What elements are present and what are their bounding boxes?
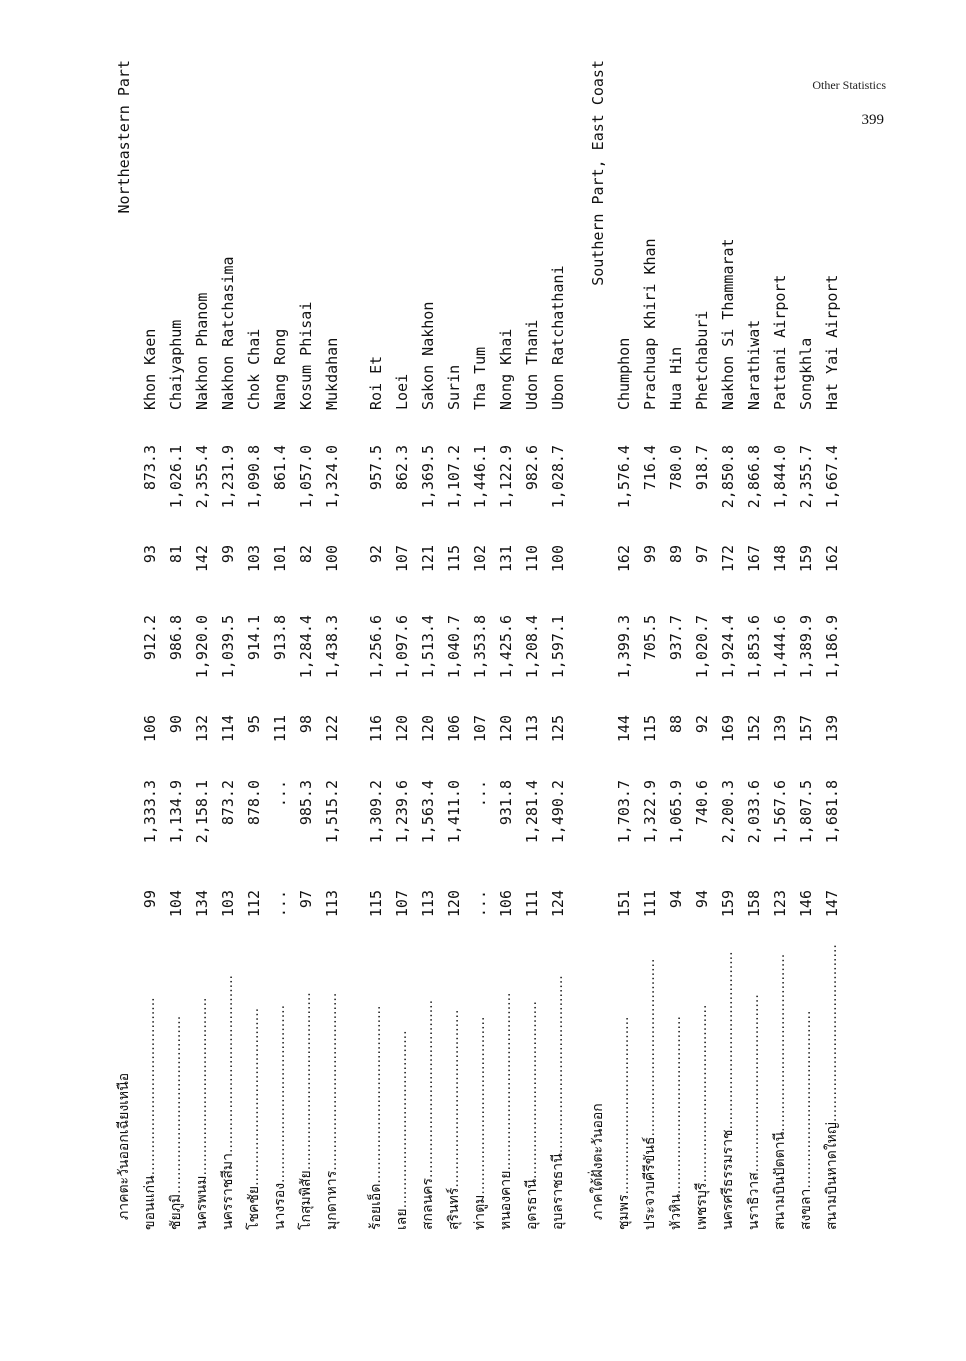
- station-name-thai-text: ชุมพร: [616, 1194, 632, 1230]
- value-c2: ...: [471, 780, 489, 808]
- table-row: [190, 50, 215, 1230]
- station-name-thai: [742, 925, 767, 1230]
- leader-dots: ........................................: [272, 1004, 288, 1183]
- value-c4: 1,256.6: [367, 615, 385, 679]
- table-row: [390, 50, 415, 1230]
- value-c6: 918.7: [693, 445, 711, 491]
- value-c2: 1,333.3: [141, 780, 159, 844]
- value-c2: 931.8: [497, 780, 515, 826]
- value-c2: 1,490.2: [549, 780, 567, 844]
- leader-dots: ........................................: [772, 953, 788, 1132]
- value-c5: 97: [693, 545, 711, 564]
- value-c5: 102: [471, 545, 489, 573]
- station-name-thai: [612, 925, 637, 1230]
- value-c1: 123: [771, 890, 789, 918]
- value-c5: 103: [245, 545, 263, 573]
- table-row: [768, 50, 793, 1230]
- leader-dots: ........................................: [616, 1016, 632, 1195]
- value-c3: 122: [323, 715, 341, 743]
- value-c2: 740.6: [693, 780, 711, 826]
- value-c4: 1,020.7: [693, 615, 711, 679]
- value-c2: ...: [271, 780, 289, 808]
- station-name-thai-text: ขอนแก่น: [142, 1175, 158, 1230]
- value-c2: 1,703.7: [615, 780, 633, 844]
- leader-dots: ........................................: [550, 975, 566, 1154]
- value-c1: 112: [245, 890, 263, 918]
- station-name-english: Roi Et: [367, 355, 385, 410]
- value-c3: 115: [641, 715, 659, 743]
- value-c5: 81: [167, 545, 185, 564]
- leader-dots: ........................................: [524, 1000, 540, 1179]
- table-row: [442, 50, 467, 1230]
- leader-dots: ........................................: [720, 951, 736, 1130]
- value-c2: 1,309.2: [367, 780, 385, 844]
- value-c2: 1,134.9: [167, 780, 185, 844]
- value-c3: 120: [497, 715, 515, 743]
- value-c6: 2,850.8: [719, 445, 737, 509]
- value-c1: 159: [719, 890, 737, 918]
- leader-dots: ........................................: [394, 1030, 410, 1209]
- value-c6: 1,446.1: [471, 445, 489, 509]
- value-c3: 125: [549, 715, 567, 743]
- station-name-thai-text: เพชรบุรี: [694, 1182, 710, 1230]
- value-c4: 1,097.6: [393, 615, 411, 679]
- value-c2: 1,515.2: [323, 780, 341, 844]
- station-name-thai: [320, 925, 345, 1230]
- value-c3: 95: [245, 715, 263, 734]
- table-row: [638, 50, 663, 1230]
- value-c2: 1,322.9: [641, 780, 659, 844]
- value-c3: 144: [615, 715, 633, 743]
- value-c6: 861.4: [271, 445, 289, 491]
- value-c1: 99: [141, 890, 159, 909]
- value-c3: 106: [445, 715, 463, 743]
- value-c5: 100: [323, 545, 341, 573]
- value-c2: 985.3: [297, 780, 315, 826]
- station-name-thai: [494, 925, 519, 1230]
- value-c1: 115: [367, 890, 385, 918]
- value-c5: 89: [667, 545, 685, 564]
- value-c4: 1,853.6: [745, 615, 763, 679]
- value-c1: 104: [167, 890, 185, 918]
- station-name-thai: [546, 925, 571, 1230]
- station-name-thai-text: สนามบินหาดใหญ่: [824, 1122, 840, 1230]
- value-c2: 1,563.4: [419, 780, 437, 844]
- table-row: [742, 50, 767, 1230]
- value-c3: 107: [471, 715, 489, 743]
- value-c1: 94: [693, 890, 711, 909]
- rainfall-table: [112, 50, 872, 1230]
- station-name-english: Nakhon Ratchasima: [219, 256, 237, 410]
- leader-dots: ........................................: [298, 992, 314, 1171]
- value-c1: ...: [271, 890, 289, 918]
- value-c1: 147: [823, 890, 841, 918]
- leader-dots: ........................................: [668, 1016, 684, 1195]
- station-name-english: Phetchaburi: [693, 310, 711, 410]
- station-name-thai-text: โชคชัย: [246, 1185, 262, 1230]
- station-name-thai: [268, 925, 293, 1230]
- station-name-english: Hua Hin: [667, 346, 685, 410]
- value-c2: 2,033.6: [745, 780, 763, 844]
- value-c6: 873.3: [141, 445, 159, 491]
- value-c4: 1,039.5: [219, 615, 237, 679]
- station-name-thai: [716, 925, 741, 1230]
- station-name-thai-text: นางรอง: [272, 1182, 288, 1230]
- station-name-thai: [242, 925, 267, 1230]
- value-c6: 780.0: [667, 445, 685, 491]
- table-row: [468, 50, 493, 1230]
- value-c5: 82: [297, 545, 315, 564]
- station-name-english: Nakhon Si Thammarat: [719, 238, 737, 410]
- table-row: [664, 50, 689, 1230]
- value-c5: 93: [141, 545, 159, 564]
- leader-dots: ........................................: [472, 1016, 488, 1195]
- value-c1: 146: [797, 890, 815, 918]
- value-c1: 94: [667, 890, 685, 909]
- table-row: [716, 50, 741, 1230]
- table-row: [242, 50, 267, 1230]
- leader-dots: ........................................: [420, 999, 436, 1178]
- station-name-thai-text: นครศรีธรรมราช: [720, 1129, 736, 1230]
- leader-dots: ........................................: [824, 944, 840, 1123]
- value-c6: 1,026.1: [167, 445, 185, 509]
- station-name-thai: [390, 925, 415, 1230]
- value-c6: 1,324.0: [323, 445, 341, 509]
- value-c3: 106: [141, 715, 159, 743]
- value-c1: 107: [393, 890, 411, 918]
- table-row: [294, 50, 319, 1230]
- station-name-thai: [794, 925, 819, 1230]
- station-name-thai: [138, 925, 163, 1230]
- value-c2: 1,411.0: [445, 780, 463, 844]
- value-c4: 1,208.4: [523, 615, 541, 679]
- value-c3: 113: [523, 715, 541, 743]
- value-c6: 1,107.2: [445, 445, 463, 509]
- section-heading-row: [112, 50, 137, 1230]
- value-c1: 124: [549, 890, 567, 918]
- value-c1: 103: [219, 890, 237, 918]
- station-name-thai-text: นราธิวาส: [746, 1172, 762, 1230]
- leader-dots: ........................................: [368, 1005, 384, 1184]
- value-c4: 1,399.3: [615, 615, 633, 679]
- section-heading-row: [586, 50, 611, 1230]
- station-name-thai-text: ท่าตูม: [472, 1194, 488, 1230]
- station-name-english: Hat Yai Airport: [823, 274, 841, 410]
- value-c3: 139: [823, 715, 841, 743]
- value-c2: 873.2: [219, 780, 237, 826]
- value-c6: 2,866.8: [745, 445, 763, 509]
- value-c4: 1,353.8: [471, 615, 489, 679]
- value-c3: 132: [193, 715, 211, 743]
- value-c6: 862.3: [393, 445, 411, 491]
- leader-dots: ........................................: [324, 992, 340, 1171]
- station-name-thai-text: หัวหิน: [668, 1194, 684, 1230]
- value-c3: 114: [219, 715, 237, 743]
- station-name-thai-text: สุรินทร์: [446, 1187, 462, 1230]
- station-name-thai-text: ชัยภูมิ: [168, 1193, 184, 1230]
- value-c5: 159: [797, 545, 815, 573]
- value-c4: 1,389.9: [797, 615, 815, 679]
- value-c5: 162: [823, 545, 841, 573]
- station-name-thai-text: สกลนคร: [420, 1177, 436, 1230]
- value-c1: 106: [497, 890, 515, 918]
- leader-dots: ........................................: [798, 1010, 814, 1189]
- station-name-thai-text: ประจวบคีรีขันธ์: [642, 1136, 658, 1230]
- station-name-english: Narathiwat: [745, 319, 763, 410]
- station-name-english: Prachuap Khiri Khan: [641, 238, 659, 410]
- leader-dots: ........................................: [246, 1007, 262, 1186]
- station-name-english: Nang Rong: [271, 328, 289, 410]
- station-name-english: Tha Tum: [471, 346, 489, 410]
- table-row: [546, 50, 571, 1230]
- station-name-thai: [520, 925, 545, 1230]
- leader-dots: ........................................: [168, 1015, 184, 1194]
- value-c2: 878.0: [245, 780, 263, 826]
- leader-dots: ........................................: [220, 975, 236, 1154]
- station-name-thai: [364, 925, 389, 1230]
- value-c5: 121: [419, 545, 437, 573]
- value-c4: 1,425.6: [497, 615, 515, 679]
- table-row: [520, 50, 545, 1230]
- station-name-thai: [690, 925, 715, 1230]
- table-row: [416, 50, 441, 1230]
- value-c4: 1,513.4: [419, 615, 437, 679]
- value-c5: 107: [393, 545, 411, 573]
- value-c3: 169: [719, 715, 737, 743]
- station-name-english: Chok Chai: [245, 328, 263, 410]
- value-c4: 1,186.9: [823, 615, 841, 679]
- station-name-thai-text: สนามบินปัตตานี: [772, 1131, 788, 1230]
- value-c6: 716.4: [641, 445, 659, 491]
- leader-dots: ........................................: [642, 958, 658, 1137]
- station-name-thai-text: สงขลา: [798, 1188, 814, 1230]
- station-name-english: Chumphon: [615, 337, 633, 410]
- station-name-thai-text: มุกดาหาร: [324, 1170, 340, 1230]
- value-c4: 705.5: [641, 615, 659, 661]
- value-c6: 1,667.4: [823, 445, 841, 509]
- value-c5: 167: [745, 545, 763, 573]
- table-row: [794, 50, 819, 1230]
- value-c3: 157: [797, 715, 815, 743]
- table-row: [164, 50, 189, 1230]
- section-heading-thai: ภาคใต้ฝั่งตะวันออก: [590, 1103, 606, 1220]
- station-name-thai-text: เลย: [394, 1208, 410, 1230]
- value-c5: 100: [549, 545, 567, 573]
- station-name-thai: [416, 925, 441, 1230]
- value-c3: 120: [419, 715, 437, 743]
- station-name-thai: [768, 925, 793, 1230]
- value-c3: 116: [367, 715, 385, 743]
- value-c4: 1,597.1: [549, 615, 567, 679]
- value-c1: 111: [641, 890, 659, 918]
- table-row: [612, 50, 637, 1230]
- station-name-english: Surin: [445, 364, 463, 410]
- value-c4: 986.8: [167, 615, 185, 661]
- value-c3: 92: [693, 715, 711, 734]
- table-row: [268, 50, 293, 1230]
- station-name-thai-text: อุดรธานี: [524, 1179, 540, 1230]
- value-c1: 113: [323, 890, 341, 918]
- leader-dots: ........................................: [142, 997, 158, 1176]
- value-c4: 914.1: [245, 615, 263, 661]
- value-c4: 1,040.7: [445, 615, 463, 679]
- leader-dots: ........................................: [694, 1004, 710, 1183]
- station-name-english: Nong Khai: [497, 328, 515, 410]
- value-c3: 90: [167, 715, 185, 734]
- value-c3: 139: [771, 715, 789, 743]
- value-c6: 2,355.7: [797, 445, 815, 509]
- value-c2: 1,239.6: [393, 780, 411, 844]
- section-heading-english: Southern Part, East Coast: [589, 60, 607, 286]
- station-name-english: Loei: [393, 373, 411, 410]
- running-header: Other Statistics: [812, 78, 886, 92]
- value-c2: 1,567.6: [771, 780, 789, 844]
- value-c6: 982.6: [523, 445, 541, 491]
- station-name-thai: [664, 925, 689, 1230]
- station-name-english: Udon Thani: [523, 319, 541, 410]
- value-c5: 99: [219, 545, 237, 564]
- page-number: 399: [861, 112, 884, 128]
- value-c3: 111: [271, 715, 289, 743]
- value-c4: 937.7: [667, 615, 685, 661]
- value-c4: 1,438.3: [323, 615, 341, 679]
- value-c6: 957.5: [367, 445, 385, 491]
- station-name-english: Nakhon Phanom: [193, 292, 211, 410]
- station-name-thai-text: อุบลราชธานี: [550, 1153, 566, 1230]
- value-c6: 1,576.4: [615, 445, 633, 509]
- value-c2: 2,158.1: [193, 780, 211, 844]
- station-name-english: Ubon Ratchathani: [549, 265, 567, 410]
- value-c6: 1,057.0: [297, 445, 315, 509]
- value-c4: 1,284.4: [297, 615, 315, 679]
- value-c1: 158: [745, 890, 763, 918]
- station-name-thai-text: โกสุมพิสัย: [298, 1170, 314, 1230]
- leader-dots: ........................................: [746, 994, 762, 1173]
- station-name-english: Chaiyaphum: [167, 319, 185, 410]
- value-c6: 1,122.9: [497, 445, 515, 509]
- value-c5: 110: [523, 545, 541, 573]
- value-c1: 134: [193, 890, 211, 918]
- leader-dots: ........................................: [498, 992, 514, 1171]
- leader-dots: ........................................: [194, 997, 210, 1176]
- station-name-thai: [216, 925, 241, 1230]
- value-c2: 2,200.3: [719, 780, 737, 844]
- value-c1: 97: [297, 890, 315, 909]
- value-c5: 131: [497, 545, 515, 573]
- value-c5: 142: [193, 545, 211, 573]
- value-c2: 1,681.8: [823, 780, 841, 844]
- station-name-thai: [190, 925, 215, 1230]
- value-c6: 2,355.4: [193, 445, 211, 509]
- station-name-english: Mukdahan: [323, 337, 341, 410]
- section-heading-english: Northeastern Part: [115, 60, 133, 214]
- value-c3: 98: [297, 715, 315, 734]
- station-name-english: Khon Kaen: [141, 328, 159, 410]
- value-c5: 115: [445, 545, 463, 573]
- value-c3: 88: [667, 715, 685, 734]
- station-name-thai: [442, 925, 467, 1230]
- station-name-thai: [164, 925, 189, 1230]
- value-c6: 1,090.8: [245, 445, 263, 509]
- value-c6: 1,028.7: [549, 445, 567, 509]
- value-c6: 1,844.0: [771, 445, 789, 509]
- station-name-english: Sakon Nakhon: [419, 301, 437, 410]
- value-c2: 1,065.9: [667, 780, 685, 844]
- value-c5: 101: [271, 545, 289, 573]
- value-c4: 912.2: [141, 615, 159, 661]
- table-row: [820, 50, 845, 1230]
- value-c6: 1,231.9: [219, 445, 237, 509]
- station-name-thai: [820, 925, 845, 1230]
- station-name-thai: [468, 925, 493, 1230]
- table-row: [320, 50, 345, 1230]
- value-c4: 1,924.4: [719, 615, 737, 679]
- station-name-thai-text: ร้อยเอ็ด: [368, 1183, 384, 1230]
- value-c6: 1,369.5: [419, 445, 437, 509]
- station-name-english: Songkhla: [797, 337, 815, 410]
- value-c5: 172: [719, 545, 737, 573]
- value-c5: 99: [641, 545, 659, 564]
- value-c4: 1,920.0: [193, 615, 211, 679]
- station-name-thai: [294, 925, 319, 1230]
- table-row: [216, 50, 241, 1230]
- value-c1: 151: [615, 890, 633, 918]
- value-c5: 162: [615, 545, 633, 573]
- table-row: [138, 50, 163, 1230]
- value-c2: 1,281.4: [523, 780, 541, 844]
- value-c3: 152: [745, 715, 763, 743]
- value-c1: 113: [419, 890, 437, 918]
- value-c1: 111: [523, 890, 541, 918]
- station-name-english: Pattani Airport: [771, 274, 789, 410]
- station-name-thai-text: นครพนม: [194, 1175, 210, 1230]
- value-c4: 913.8: [271, 615, 289, 661]
- value-c5: 148: [771, 545, 789, 573]
- table-row: [364, 50, 389, 1230]
- station-name-thai-text: หนองคาย: [498, 1170, 514, 1230]
- value-c2: 1,807.5: [797, 780, 815, 844]
- table-row: [690, 50, 715, 1230]
- station-name-english: Kosum Phisai: [297, 301, 315, 410]
- table-row: [494, 50, 519, 1230]
- value-c3: 120: [393, 715, 411, 743]
- value-c1: 120: [445, 890, 463, 918]
- station-name-thai-text: นครราชสีมา: [220, 1153, 236, 1230]
- value-c4: 1,444.6: [771, 615, 789, 679]
- section-heading-thai: ภาคตะวันออกเฉียงเหนือ: [116, 1072, 132, 1220]
- value-c5: 92: [367, 545, 385, 564]
- station-name-thai: [638, 925, 663, 1230]
- leader-dots: ........................................: [446, 1009, 462, 1188]
- value-c1: ...: [471, 890, 489, 918]
